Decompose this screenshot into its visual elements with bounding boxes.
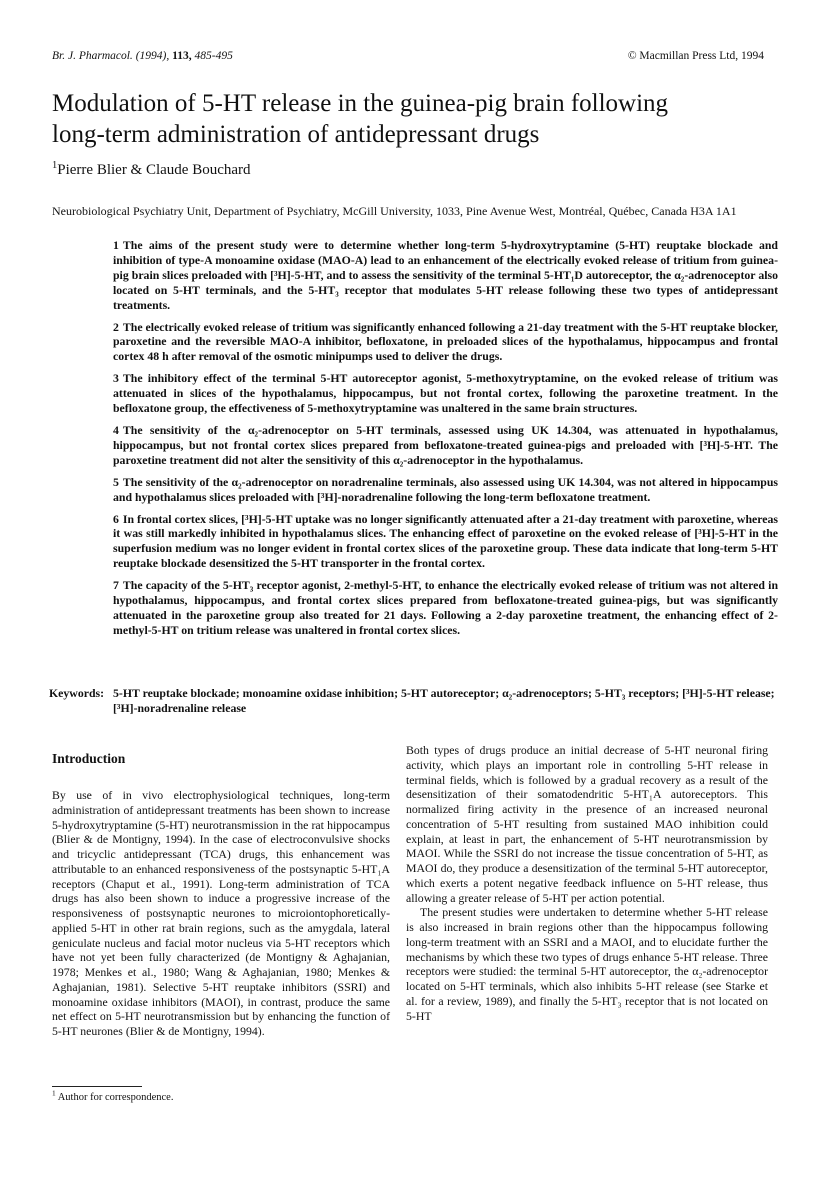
keywords [49,686,779,716]
point-number: 5 [113,474,119,489]
abstract-point [113,238,778,313]
point-number: 7 [113,578,119,593]
keywords-label: Keywords: [49,686,105,700]
point-text: The capacity of the 5-HT₃ receptor agonist, 2-methyl-5-HT, to enhance the electrically evoked release of tritium was not altered in hypothalamus, hippocampus, and frontal cortex slices prepared from befloxatone-treated guinea-pigs, but was significantly attenuated in the paroxetine group also treated for 21 days. Following a 2-day paroxetine treatment, the enhancing effect of 2-methyl-5-HT on tritium release was unaltered in frontal cortex slices. [113,578,778,637]
author-mark: 1 [52,160,58,171]
point-number: 2 [113,319,119,334]
footnote-mark: 1 [52,1088,56,1098]
title-line-2: long-term administration of antidepressant drugs [52,121,540,148]
author-names: Pierre Blier & Claude Bouchard [57,162,251,178]
abstract-point [113,371,778,416]
point-number: 4 [113,422,119,437]
column-left [52,788,390,1039]
affiliation: Neurobiological Psychiatry Unit, Department of Psychiatry, McGill University, 1033, Pine Avenue West, Montréal, Québec, Canada H3A 1A1 [52,204,737,218]
point-text: The sensitivity of the α₂-adrenoceptor on noradrenaline terminals, also assessed using UK 14.304, was not altered in hippocampus and hypothalamus slices preloaded with [³H]-noradrenaline following the long-term befloxatone treatment. [113,474,778,504]
journal-name: Br. J. Pharmacol. [52,50,133,62]
copyright: © Macmillan Press Ltd, 1994 [627,50,764,62]
abstract-point [113,320,778,365]
abstract-point [113,578,778,638]
keywords-text: 5-HT reuptake blockade; monoamine oxidase inhibition; 5-HT autoreceptor; α₂-adrenoceptors; 5-HT₃ receptors; [³H]-5-HT release; [³H]-noradrenaline release [113,686,775,715]
point-text: The electrically evoked release of tritium was significantly enhanced following a 21-day treatment with the 5-HT reuptake blocker, paroxetine and the reversible MAO-A inhibitor, befloxatone, in preloaded slices of the hypothalamus, hippocampus and frontal cortex 48 h after removal of the osmotic minipumps used to deliver the drugs. [113,319,778,364]
point-text: In frontal cortex slices, [³H]-5-HT uptake was no longer significantly attenuated after a 21-day treatment with paroxetine, whereas it was still markedly inhibited in hypothalamus slices. The enhancing effect of paroxetine on the evoked release of [³H]-5-HT in the superfusion medium was no longer evident in frontal cortex slices of the paroxetine group. These data indicate that long-term 5-HT reuptake blockade desensitized the 5-HT transporter in the frontal cortex. [113,511,778,571]
footnote-rule [52,1086,142,1087]
paragraph: Both types of drugs produce an initial decrease of 5-HT neuronal firing activity, which plays an important role in controlling 5-HT release in terminal fields, which is followed by a gradual recovery as a result of the desensitization of their somatodendritic 5-HT₁A autoreceptors. This normalized firing activity in the presence of an increased neuronal concentration of 5-HT resulting from sustained MAO inhibition could explain, at least in part, the enhancement of 5-HT neurotransmission by MAOI. While the SSRI do not increase the tissue concentration of 5-HT, as MAOI do, they produce a desensitization of the terminal 5-HT autoreceptor, which exerts a potent negative feedback influence on 5-HT release, thus allowing a greater release of 5-HT per action potential. [406,743,768,905]
footnote-text: Author for correspondence. [57,1092,174,1103]
citation [52,50,233,62]
abstract-point [113,512,778,572]
footnote [52,1088,174,1103]
journal-pages: 485-495 [194,50,233,62]
running-header [52,50,764,68]
article-title [52,88,772,150]
point-number: 1 [113,238,119,252]
journal-volume: 113, [172,50,192,62]
authors [52,162,251,179]
paragraph: The present studies were undertaken to determine whether 5-HT release is also increased in brain regions other than the hippocampus following long-term treatment with an SSRI and a MAOI, and to elucidate further the mechanisms by which these two types of drugs enhance 5-HT release. Three receptors were studied: the terminal 5-HT autoreceptor, the α₂-adrenoceptor located on 5-HT terminals, which also inhibits 5-HT release (see Starke et al. for a review, 1989), and finally the 5-HT₃ receptor that is not located on 5-HT [406,905,768,1023]
abstract-point [113,423,778,468]
title-line-1: Modulation of 5-HT release in the guinea-pig brain following [52,90,669,117]
point-text: The sensitivity of the α₂-adrenoceptor on 5-HT terminals, assessed using UK 14.304, was attenuated in hypothalamus, hippocampus, but not frontal cortex slices prepared from befloxatone-treated guinea-pigs and preloaded with [³H]-5-HT. The paroxetine treatment did not alter the sensitivity of this α₂-adrenoceptor in the hypothalamus. [113,422,778,467]
point-number: 6 [113,511,119,526]
point-text: The inhibitory effect of the terminal 5-HT autoreceptor agonist, 5-methoxytryptamine, on the evoked release of tritium was attenuated in slices of the hypothalamus, hippocampus, but not frontal cortex, following the paroxetine treatment. In the befloxatone group, the effectiveness of 5-methoxytryptamine was unaltered in the same brain structures. [113,371,778,416]
point-text: The aims of the present study were to determine whether long-term 5-hydroxytryptamine (5-HT) reuptake blockade and inhibition of type-A monoamine oxidase (MAO-A) lead to an enhancement of the electrically evoked release of tritium from guinea-pig brain slices preloaded with [³H]-5-HT, and to assess the sensitivity of the terminal 5-HT₁D autoreceptor, the α₂-adrenoceptor also located on 5-HT terminals, and the 5-HT₃ receptor that modulates 5-HT release following these two types of antidepressant treatments. [113,238,778,312]
point-number: 3 [113,371,119,386]
paragraph: By use of in vivo electrophysiological techniques, long-term administration of antidepressant treatments has been shown to increase 5-hydroxytryptamine (5-HT) neurotransmission in the rat hippocampus (Blier & de Montigny, 1994). In the case of electroconvulsive shocks and tricyclic antidepressant (TCA) drugs, this enhancement was attributable to an enhanced responsiveness of the postsynaptic 5-HT₁A receptors (Chaput et al., 1991). Long-term administration of TCA drugs has also been shown to induce a progressive increase of the responsiveness of postsynaptic neurones to microiontophoretically-applied 5-HT in other rat brain regions, such as the amygdala, lateral geniculate nucleus and facial motor nucleus via 5-HT receptors which have not yet been fully characterized (de Montigny & Aghajanian, 1978; Menkes et al., 1980; Wang & Aghajanian, 1980; Menkes & Aghajanian, 1981). Selective 5-HT reuptake inhibitors (SSRI) and monoamine oxidase inhibitors (MAOI), in contrast, produce the same net effect on 5-HT neurotransmission but by enhancing the function of 5-HT neurones (Blier & de Montigny, 1994). [52,788,390,1038]
abstract-point [113,475,778,505]
section-heading: Introduction [52,751,126,766]
column-right [406,743,768,1023]
abstract [113,238,778,645]
journal-year: (1994), [135,50,170,62]
